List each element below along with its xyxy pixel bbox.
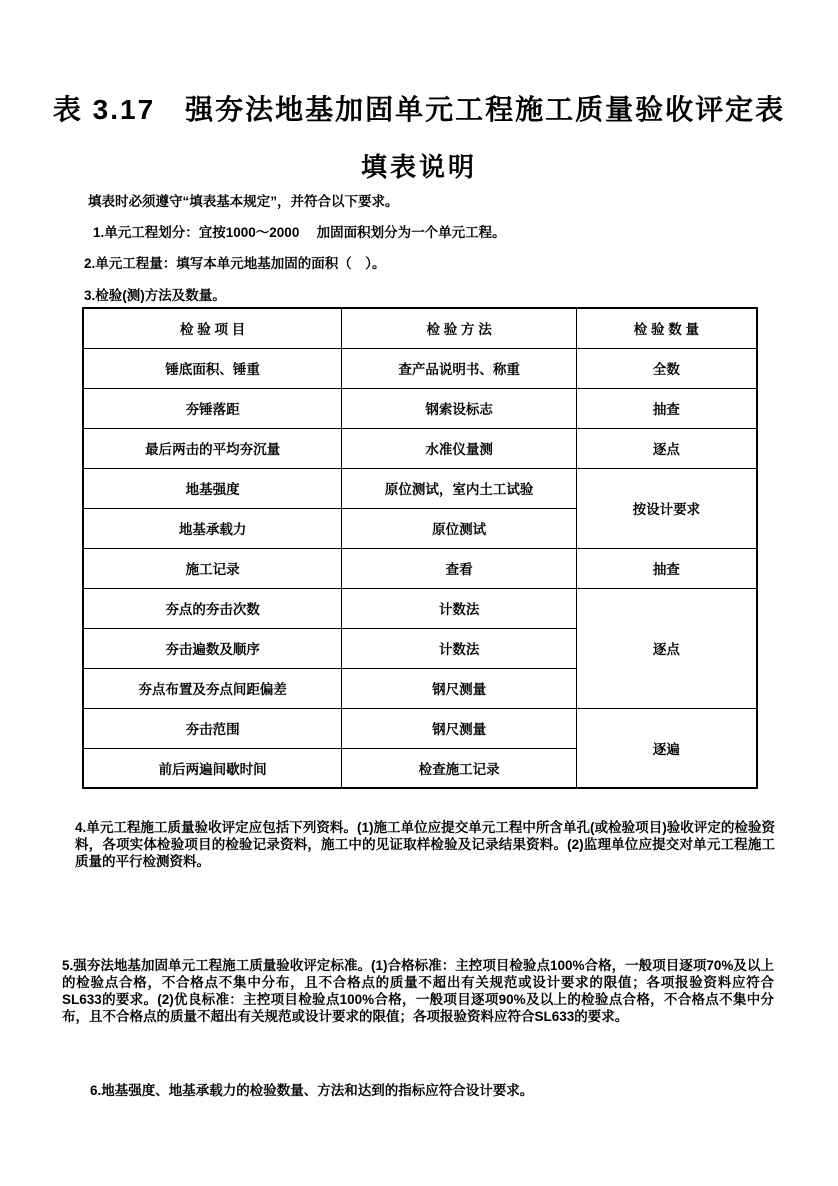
table-row (83, 388, 757, 428)
table-cell: 地基承载力 (83, 508, 342, 548)
note-paragraph-4: 4.单元工程施工质量验收评定应包括下列资料。(1)施工单位应提交单元工程中所含单孔(或检验项目)验收评定的检验资料，各项实体检验项目的检验记录资料，施工中的见证取样检验及记录结果资料。(2)监理单位应提交对单元工程施工质量的平行检测资料。 (75, 820, 775, 869)
table-row (83, 348, 757, 388)
table-cell: 施工记录 (83, 548, 342, 588)
table-cell: 计数法 (342, 628, 577, 668)
table-cell: 查看 (342, 548, 577, 588)
table-cell: 夯击范围 (83, 708, 342, 748)
table-cell: 逐遍 (576, 708, 757, 788)
instruction-item-2: 2.单元工程量：填写本单元地基加固的面积（ ）。 (84, 256, 386, 271)
inspection-table (82, 307, 758, 789)
table-header-method: 检 验 方 法 (342, 308, 577, 348)
table-cell: 逐点 (576, 428, 757, 468)
instruction-item-3: 3.检验(测)方法及数量。 (84, 288, 226, 303)
table-cell: 最后两击的平均夯沉量 (83, 428, 342, 468)
instruction-item-1: 1.单元工程划分：宜按1000～2000 加固面积划分为一个单元工程。 (93, 225, 506, 240)
table-cell: 钢尺测量 (342, 668, 577, 708)
table-row (83, 708, 757, 748)
table-row (83, 428, 757, 468)
table-cell: 前后两遍间歇时间 (83, 748, 342, 788)
table-cell: 抽查 (576, 548, 757, 588)
table-cell: 夯点的夯击次数 (83, 588, 342, 628)
table-cell: 抽查 (576, 388, 757, 428)
table-cell: 原位测试，室内土工试验 (342, 468, 577, 508)
table-cell: 夯锤落距 (83, 388, 342, 428)
page-subtitle: 填表说明 (360, 152, 477, 182)
table-cell: 钢尺测量 (342, 708, 577, 748)
table-cell: 锤底面积、锤重 (83, 348, 342, 388)
table-cell: 夯点布置及夯点间距偏差 (83, 668, 342, 708)
table-cell: 逐点 (576, 588, 757, 708)
table-cell: 按设计要求 (576, 468, 757, 548)
table-header-item: 检 验 项 目 (83, 308, 342, 348)
intro-text: 填表时必须遵守“填表基本规定”，并符合以下要求。 (88, 194, 399, 209)
table-body (83, 348, 757, 788)
table-cell: 夯击遍数及顺序 (83, 628, 342, 668)
page-title: 表 3.17 强夯法地基加固单元工程施工质量验收评定表 (52, 94, 786, 125)
table-cell: 钢索设标志 (342, 388, 577, 428)
table-header-row (83, 308, 757, 348)
table-row (83, 588, 757, 628)
table-cell: 全数 (576, 348, 757, 388)
table-cell: 原位测试 (342, 508, 577, 548)
table-cell: 水准仪量测 (342, 428, 577, 468)
table-cell: 检查施工记录 (342, 748, 577, 788)
table-cell: 查产品说明书、称重 (342, 348, 577, 388)
note-paragraph-6: 6.地基强度、地基承载力的检验数量、方法和达到的指标应符合设计要求。 (90, 1083, 534, 1098)
table-header-quantity: 检 验 数 量 (576, 308, 757, 348)
note-paragraph-5: 5.强夯法地基加固单元工程施工质量验收评定标准。(1)合格标准：主控项目检验点100%合格，一般项目逐项70%及以上的检验点合格，不合格点不集中分布，且不合格点的质量不超出有关规范或设计要求的限值；各项报验资料应符合SL633的要求。(2)优良标准：主控项目检验点100%合格，一般项目逐项90%及以上的检验点合格，不合格点不集中分布，且不合格点的质量不超出有关规范或设计要求的限值；各项报验资料应符合SL633的要求。 (62, 958, 774, 1024)
table-row (83, 548, 757, 588)
table-cell: 计数法 (342, 588, 577, 628)
table-row (83, 468, 757, 508)
table-cell: 地基强度 (83, 468, 342, 508)
